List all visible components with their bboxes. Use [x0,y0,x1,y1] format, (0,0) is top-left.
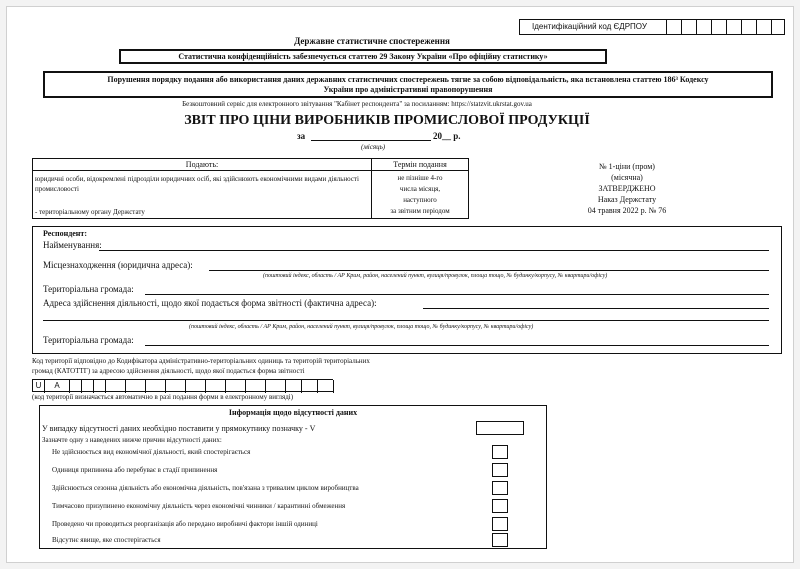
katottg-cell[interactable] [266,380,286,393]
katottg-cell[interactable]: U [33,380,45,393]
location-label: Місцезнаходження (юридична адреса): [43,260,193,270]
katottg-cell[interactable] [106,380,126,393]
absence-title: Інформація щодо відсутності даних [228,408,358,417]
month-line[interactable] [311,140,431,141]
form-frequency: (місячна) [611,173,643,182]
form-number: № 1-ціни (пром) [599,162,655,171]
reason-label: Відсутнє явище, яке спостерігається [52,536,161,544]
respondent-title: Респондент: [43,229,87,238]
name-label: Найменування: [43,240,102,250]
deadline-line: числа місяця, [399,185,441,193]
order-date: 04 травня 2022 р. № 76 [587,206,667,215]
katottg-cell[interactable] [166,380,186,393]
katottg-cell[interactable] [70,380,82,393]
submission-table [32,158,469,219]
activity-hint: (поштовий індекс, область / АР Крим, район, населений пункт, вулиця/провулок, площа тощо, № будинку/корпусу, № квартири/офісу) [189,324,534,330]
reason-label: Здійснюється сезонна діяльність або економічна діяльність, пов'язана з тривалим циклом виробництва [52,484,359,492]
confidentiality-text: Статистична конфіденційність забезпечується статтею 29 Закону України «Про офіційну статистику» [178,52,548,61]
year-text: 20__ р. [433,131,461,141]
activity-address-label: Адреса здійснення діяльності, щодо якої подається форма звітності (фактична адреса): [43,298,377,308]
absence-mark-box[interactable] [476,421,524,435]
submitters-text: юридичні особи, відокремлені підрозділи юридичних осіб, які здійснюють економічними видами діяльності промисловості [35,175,359,193]
observation-title: Державне статистичне спостереження [294,36,450,46]
katottg-cells [32,379,333,392]
katottg-cell[interactable] [246,380,266,393]
katottg-cell[interactable] [94,380,106,393]
respondent-block [32,226,782,354]
edrpou-label: Ідентифікаційний код ЄДРПОУ [532,22,647,31]
deadline-line: наступного [403,196,437,204]
absence-instruction: У випадку відсутності даних необхідно поставити у прямокутнику позначку - V [42,424,316,433]
service-note: Безкоштовний сервіс для електронного звітування "Кабінет респондента" за посиланням: https://statzvit.ukrstat.gov.ua [182,100,532,108]
katottg-text-2: громад (КАТОТТГ) за адресою здійснення діяльності, щодо якої подається форма звітності [32,367,305,375]
period-prefix: за [297,131,306,141]
reason-checkbox[interactable] [492,499,508,513]
violation-text-1: Порушення порядку подання або використання даних державних статистичних спостережень тягне за собою відповідальність, яка встановлена статтею 186³ Кодексу [107,75,709,84]
submit-header: Подають: [185,160,219,169]
recipient-text: - територіальному органу Держстату [35,208,145,216]
order-label: Наказ Держстату [597,195,657,204]
community-field-2[interactable] [145,345,769,346]
edrpou-box [519,19,785,35]
violation-text-2: України про адміністративні правопорушення [323,85,493,94]
reason-checkbox[interactable] [492,481,508,495]
activity-address-field[interactable] [423,308,769,309]
community-field[interactable] [145,294,769,295]
reason-checkbox[interactable] [492,533,508,547]
name-field[interactable] [99,250,769,251]
reason-label: Проведено чи проводиться реорганізація або передано виробничі фактори іншій одиниці [52,520,318,528]
community-label: Територіальна громада: [43,284,134,294]
katottg-cell[interactable] [286,380,302,393]
absence-choose: Зазначте одну з наведених нижче причин відсутності даних: [42,436,222,444]
report-title: ЗВІТ ПРО ЦІНИ ВИРОБНИКІВ ПРОМИСЛОВОЇ ПРОДУКЦІЇ [184,113,590,128]
reason-checkbox[interactable] [492,463,508,477]
katottg-cell[interactable] [318,380,334,393]
absence-block [39,405,547,549]
katottg-cell[interactable] [206,380,226,393]
katottg-cell[interactable] [82,380,94,393]
katottg-cell[interactable] [186,380,206,393]
reason-checkbox[interactable] [492,445,508,459]
deadline-line: не пізніше 4-го [397,174,443,182]
reason-label: Одиниця припинена або перебуває в стадії припинення [52,466,218,474]
community-label-2: Територіальна громада: [43,335,134,345]
katottg-text-1: Код території відповідно до Кодифікатора адміністративно-територіальних одиниць та територій територіальних [32,357,370,365]
confidentiality-box [119,49,607,64]
form-page [6,6,794,563]
deadline-line: за звітним періодом [390,207,450,215]
violation-box [43,71,773,98]
location-field[interactable] [209,270,769,271]
reason-label: Тимчасово призупинено економічну діяльність через економічні чинники / карантинні обмеження [52,502,346,510]
katottg-cell[interactable] [226,380,246,393]
deadline-header: Термін подання [393,160,447,169]
katottg-cell[interactable] [126,380,146,393]
katottg-cell[interactable] [146,380,166,393]
address-hint: (поштовий індекс, область / АР Крим, район, населений пункт, вулиця/провулок, площа тощо, № будинку/корпусу, № квартири/офісу) [263,273,608,279]
katottg-cell[interactable] [302,380,318,393]
month-hint: (місяць) [361,143,386,151]
katottg-note: (код території визначається автоматично в разі подання форми в електронному вигляді) [32,393,294,401]
approved-label: ЗАТВЕРДЖЕНО [598,184,656,193]
reason-checkbox[interactable] [492,517,508,531]
reason-label: Не здійснюється вид економічної діяльності, який спостерігається [52,448,251,456]
katottg-cell[interactable]: A [45,380,70,393]
activity-address-field-2[interactable] [43,320,769,321]
